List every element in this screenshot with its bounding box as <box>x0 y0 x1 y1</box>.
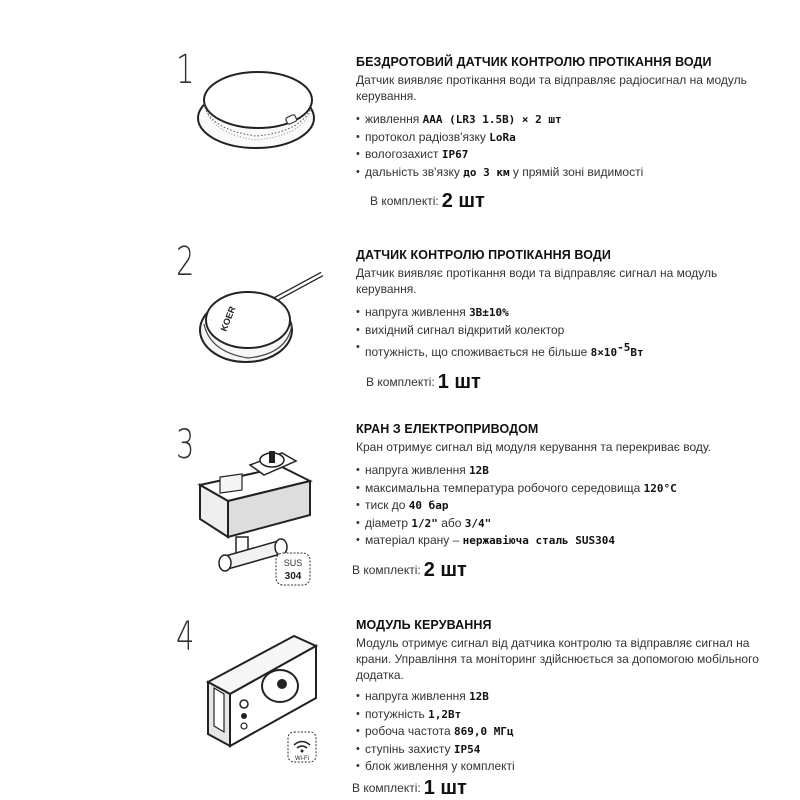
spec-item: • діаметр 1/2" або 3/4" <box>356 515 776 533</box>
item-title: ДАТЧИК КОНТРОЛЮ ПРОТІКАННЯ ВОДИ <box>356 248 611 262</box>
item-number: 1 <box>176 47 195 93</box>
item-number: 4 <box>176 614 195 660</box>
spec-item: • вихідний сигнал відкритий колектор <box>356 322 776 340</box>
spec-item: • дальність зв'язку до 3 км у прямій зоні видимості <box>356 164 776 182</box>
badge-sus: SUS <box>283 558 303 568</box>
spec-item: • блок живлення у комплекті <box>356 758 776 776</box>
spec-item: • напруга живлення 3В±10% <box>356 304 776 322</box>
wireless-leak-sensor-illustration <box>190 60 320 160</box>
spec-list <box>356 462 776 550</box>
spec-item: • вологозахист IP67 <box>356 146 776 164</box>
item-title: КРАН З ЕЛЕКТРОПРИВОДОМ <box>356 422 539 436</box>
spec-list <box>356 111 776 181</box>
kit-quantity: В комплекті: 2 шт <box>352 558 467 581</box>
spec-item: • живлення AAA (LR3 1.5В) × 2 шт <box>356 111 776 129</box>
brand-logo: KOER <box>218 304 238 333</box>
item-description: Модуль отримує сигнал від датчика контролю та відправляє сигнал на крани. Управління та моніторинг здійснюється за допомогою мобільного додатка. <box>356 636 759 682</box>
item-description: Датчик виявляє протікання води та відправляє сигнал на модуль керування. <box>356 266 718 296</box>
wifi-label: Wi-Fi <box>295 756 309 762</box>
spec-item: • матеріал крану – нержавіюча сталь SUS304 <box>356 532 776 550</box>
item-title: МОДУЛЬ КЕРУВАННЯ <box>356 618 492 632</box>
spec-list <box>356 688 776 776</box>
motorized-valve-illustration <box>192 445 322 590</box>
spec-item: • напруга живлення 12В <box>356 462 776 480</box>
spec-item: • максимальна температура робочого середовища 120°С <box>356 480 776 498</box>
kit-quantity: В комплекті: 1 шт <box>366 370 481 393</box>
spec-item: • напруга живлення 12В <box>356 688 776 706</box>
spec-item: • ступінь захисту IP54 <box>356 741 776 759</box>
badge-304: 304 <box>284 571 302 582</box>
item-number: 3 <box>176 422 195 468</box>
wired-leak-sensor-illustration <box>196 260 346 370</box>
control-module-illustration <box>200 628 330 768</box>
spec-item: • потужність, що споживається не більше $8\times 10^{-5}Вт$ <box>356 339 776 362</box>
kit-quantity: В комплекті: 2 шт <box>370 190 485 212</box>
item-number: 2 <box>176 239 195 285</box>
spec-item: • тиск до 40 бар <box>356 497 776 515</box>
spec-list <box>356 304 776 362</box>
spec-item: • протокол радіозв'язку LoRa <box>356 129 776 147</box>
item-description: Датчик виявляє протікання води та відправляє радіосигнал на модуль керування. <box>356 73 747 103</box>
item-text <box>352 421 776 581</box>
spec-item: • робоча частота 869,0 МГц <box>356 723 776 741</box>
item-description: Кран отримує сигнал від модуля керування та перекриває воду. <box>356 440 712 454</box>
item-text <box>356 54 776 212</box>
spec-item: • потужність 1,2Вт <box>356 706 776 724</box>
item-title: БЕЗДРОТОВИЙ ДАТЧИК КОНТРОЛЮ ПРОТІКАННЯ ВОДИ <box>356 55 712 69</box>
kit-quantity: В комплекті: 1 шт <box>352 776 467 799</box>
item-text <box>356 247 776 393</box>
item-text <box>352 617 776 799</box>
